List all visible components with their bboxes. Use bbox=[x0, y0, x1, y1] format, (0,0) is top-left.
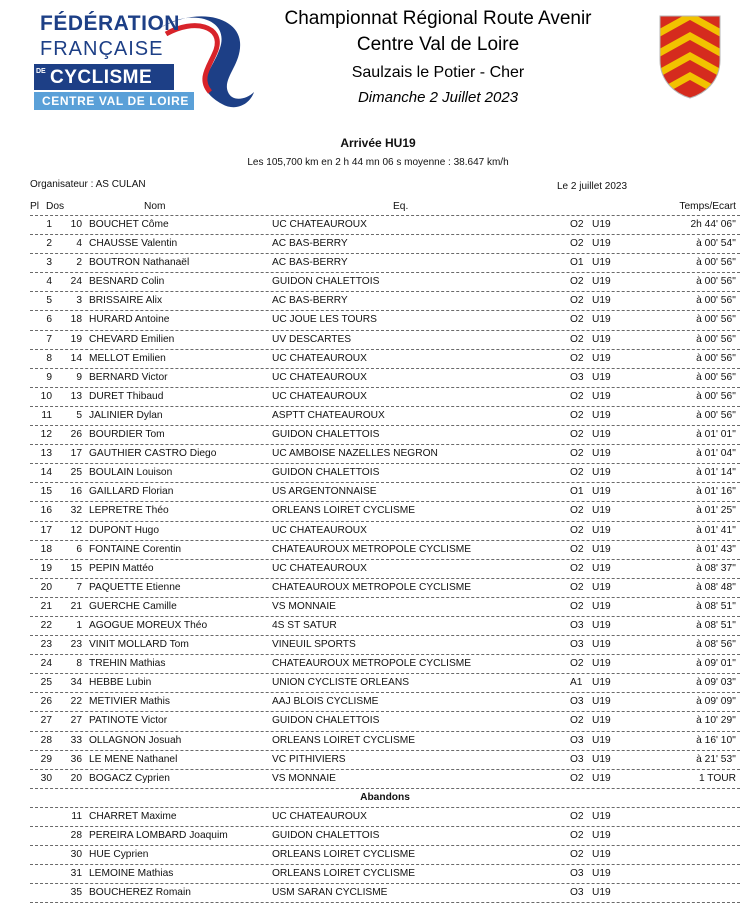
cell-age: U19 bbox=[592, 619, 611, 631]
cell-dos: 21 bbox=[70, 600, 82, 612]
cell-time: à 00' 56'' bbox=[696, 390, 736, 402]
cell-nom: BOGACZ Cyprien bbox=[89, 772, 170, 784]
results-table bbox=[30, 199, 740, 903]
cell-age: U19 bbox=[592, 429, 611, 441]
cell-cat: O2 bbox=[570, 543, 584, 555]
cell-eq: ASPTT CHATEAUROUX bbox=[272, 409, 385, 421]
cell-eq: UC CHATEAUROUX bbox=[272, 562, 367, 574]
cell-cat: O2 bbox=[570, 352, 584, 364]
cell-time: à 00' 56'' bbox=[696, 257, 736, 269]
cell-dos: 25 bbox=[70, 467, 82, 479]
cell-nom: BOUTRON Nathanaël bbox=[89, 257, 190, 269]
cell-time: à 09' 09'' bbox=[696, 696, 736, 708]
cell-age: U19 bbox=[592, 467, 611, 479]
cell-eq: US ARGENTONNAISE bbox=[272, 486, 377, 498]
cell-nom: VINIT MOLLARD Tom bbox=[89, 639, 189, 651]
cell-cat: O2 bbox=[570, 658, 584, 670]
cell-eq: UC CHATEAUROUX bbox=[272, 219, 367, 230]
cell-cat: O2 bbox=[570, 600, 584, 612]
cell-dos: 6 bbox=[76, 543, 82, 555]
cell-dos: 23 bbox=[70, 639, 82, 651]
table-row bbox=[30, 655, 740, 674]
cell-cat: O3 bbox=[570, 868, 584, 880]
table-row bbox=[30, 445, 740, 464]
cell-dos: 14 bbox=[70, 352, 82, 364]
cell-eq: VS MONNAIE bbox=[272, 772, 336, 784]
cell-pl: 2 bbox=[46, 238, 52, 250]
cell-age: U19 bbox=[592, 409, 611, 421]
cell-age: U19 bbox=[592, 581, 611, 593]
table-row bbox=[30, 617, 740, 636]
table-row bbox=[30, 541, 740, 560]
cell-time: à 08' 51'' bbox=[696, 619, 736, 631]
cell-time: à 08' 37'' bbox=[696, 562, 736, 574]
cell-age: U19 bbox=[592, 314, 611, 326]
cell-nom: BOURDIER Tom bbox=[89, 429, 165, 441]
cell-age: U19 bbox=[592, 658, 611, 670]
cell-pl: 18 bbox=[40, 543, 52, 555]
event-location: Saulzais le Potier - Cher bbox=[351, 64, 525, 81]
cell-cat: O2 bbox=[570, 829, 584, 841]
cell-age: U19 bbox=[592, 276, 611, 288]
cell-pl: 14 bbox=[40, 467, 52, 479]
cell-dos: 30 bbox=[70, 849, 82, 860]
cell-age: U19 bbox=[592, 639, 611, 651]
cell-time: à 08' 48'' bbox=[696, 581, 736, 593]
cell-age: U19 bbox=[592, 371, 611, 383]
cell-dos: 26 bbox=[70, 429, 82, 441]
cell-cat: O2 bbox=[570, 810, 584, 822]
cell-dos: 20 bbox=[70, 772, 82, 784]
cell-time: à 10' 29'' bbox=[696, 715, 736, 727]
table-row bbox=[30, 426, 740, 445]
cell-age: U19 bbox=[592, 543, 611, 555]
cell-pl: 4 bbox=[46, 276, 52, 288]
cell-pl: 23 bbox=[40, 639, 52, 651]
cell-eq: ORLEANS LOIRET CYCLISME bbox=[272, 734, 416, 746]
cell-pl: 25 bbox=[40, 677, 52, 689]
event-date: Dimanche 2 Juillet 2023 bbox=[357, 89, 519, 106]
cell-nom: HUE Cyprien bbox=[89, 849, 149, 860]
cell-dos: 31 bbox=[70, 868, 82, 880]
cell-dos: 32 bbox=[70, 505, 82, 517]
cell-time: à 09' 03'' bbox=[696, 677, 736, 689]
cell-pl: 30 bbox=[40, 772, 52, 784]
cell-time: à 21' 53'' bbox=[696, 753, 736, 765]
cell-dos: 19 bbox=[70, 333, 82, 345]
cell-cat: O2 bbox=[570, 715, 584, 727]
cell-time: à 01' 04'' bbox=[696, 448, 736, 460]
cell-eq: UC CHATEAUROUX bbox=[272, 352, 367, 364]
cell-nom: HEBBE Lubin bbox=[89, 677, 152, 689]
cell-age: U19 bbox=[592, 715, 611, 727]
cell-cat: O2 bbox=[570, 390, 584, 402]
table-row bbox=[30, 216, 740, 235]
cell-cat: O3 bbox=[570, 371, 584, 383]
cell-pl: 20 bbox=[40, 581, 52, 593]
cell-dos: 8 bbox=[76, 658, 82, 670]
cell-nom: AGOGUE MOREUX Théo bbox=[89, 619, 208, 631]
cell-time: à 00' 56'' bbox=[696, 276, 736, 288]
cell-age: U19 bbox=[592, 219, 611, 230]
cell-cat: O2 bbox=[570, 524, 584, 536]
logo-line-federation: FÉDÉRATION bbox=[40, 12, 180, 35]
cell-eq: CHATEAUROUX METROPOLE CYCLISME bbox=[272, 658, 472, 670]
cell-cat: O2 bbox=[570, 333, 584, 345]
cell-time: à 01' 16'' bbox=[696, 486, 736, 498]
race-summary: Les 105,700 km en 2 h 44 mn 06 s moyenne : 38.647 km/h bbox=[247, 157, 509, 168]
table-row bbox=[30, 808, 740, 827]
cell-dos: 4 bbox=[76, 238, 82, 250]
table-row bbox=[30, 350, 740, 369]
cell-eq: ORLEANS LOIRET CYCLISME bbox=[272, 849, 416, 860]
cell-age: U19 bbox=[592, 562, 611, 574]
table-row bbox=[30, 579, 740, 598]
cell-cat: O2 bbox=[570, 314, 584, 326]
cell-age: U19 bbox=[592, 753, 611, 765]
table-row bbox=[30, 292, 740, 311]
cell-dos: 28 bbox=[70, 829, 82, 841]
cell-eq: UC CHATEAUROUX bbox=[272, 371, 367, 383]
cell-age: U19 bbox=[592, 734, 611, 746]
ffc-logo bbox=[30, 8, 256, 112]
cell-cat: O2 bbox=[570, 219, 584, 230]
cell-eq: UNION CYCLISTE ORLEANS bbox=[272, 677, 409, 689]
cell-nom: PEREIRA LOMBARD Joaquim bbox=[89, 829, 228, 841]
table-row bbox=[30, 522, 740, 541]
cell-age: U19 bbox=[592, 333, 611, 345]
cell-eq: AAJ BLOIS CYCLISME bbox=[272, 696, 379, 708]
cell-eq: GUIDON CHALETTOIS bbox=[272, 715, 380, 727]
cell-age: U19 bbox=[592, 352, 611, 364]
cell-dos: 13 bbox=[70, 390, 82, 402]
table-row bbox=[30, 674, 740, 693]
table-row bbox=[30, 560, 740, 579]
cell-cat: O2 bbox=[570, 562, 584, 574]
cell-pl: 26 bbox=[40, 696, 52, 708]
table-row bbox=[30, 273, 740, 292]
cell-cat: O2 bbox=[570, 772, 584, 784]
cell-cat: O1 bbox=[570, 257, 584, 269]
cell-age: U19 bbox=[592, 505, 611, 517]
logo-line-cyclisme: CYCLISME bbox=[50, 67, 153, 88]
cell-time: à 00' 56'' bbox=[696, 409, 736, 421]
table-row bbox=[30, 884, 740, 903]
cell-cat: O3 bbox=[570, 734, 584, 746]
abandons-heading: Abandons bbox=[30, 789, 740, 808]
cell-nom: DURET Thibaud bbox=[89, 390, 164, 402]
cell-dos: 33 bbox=[70, 734, 82, 746]
cell-age: U19 bbox=[592, 448, 611, 460]
cell-age: U19 bbox=[592, 238, 611, 250]
cell-time: à 00' 56'' bbox=[696, 333, 736, 345]
cell-eq: CHATEAUROUX METROPOLE CYCLISME bbox=[272, 581, 472, 593]
cell-cat: O1 bbox=[570, 486, 584, 498]
table-row bbox=[30, 827, 740, 846]
header-eq: Eq. bbox=[393, 201, 409, 212]
cell-pl: 28 bbox=[40, 734, 52, 746]
cell-eq: UC CHATEAUROUX bbox=[272, 810, 367, 822]
cell-cat: O2 bbox=[570, 505, 584, 517]
cell-pl: 12 bbox=[40, 429, 52, 441]
header-time: Temps/Ecart bbox=[679, 201, 736, 212]
coat-of-arms-icon bbox=[658, 14, 722, 100]
cell-pl: 8 bbox=[46, 352, 52, 364]
cell-nom: JALINIER Dylan bbox=[89, 409, 163, 421]
table-row bbox=[30, 311, 740, 330]
cell-cat: O3 bbox=[570, 696, 584, 708]
cell-eq: AC BAS-BERRY bbox=[272, 295, 348, 307]
cell-nom: DUPONT Hugo bbox=[89, 524, 160, 536]
cell-pl: 15 bbox=[40, 486, 52, 498]
cell-dos: 34 bbox=[70, 677, 82, 689]
cell-nom: OLLAGNON Josuah bbox=[89, 734, 182, 746]
cell-nom: CHARRET Maxime bbox=[89, 810, 177, 822]
table-row bbox=[30, 712, 740, 731]
table-row bbox=[30, 464, 740, 483]
cell-time: à 00' 56'' bbox=[696, 371, 736, 383]
cell-time: 1 TOUR bbox=[699, 772, 736, 784]
cell-age: U19 bbox=[592, 486, 611, 498]
event-region: Centre Val de Loire bbox=[356, 34, 520, 55]
cell-pl: 17 bbox=[40, 524, 52, 536]
cell-time: à 00' 54'' bbox=[696, 238, 736, 250]
cell-nom: BESNARD Colin bbox=[89, 276, 165, 288]
cell-nom: TREHIN Mathias bbox=[89, 658, 166, 670]
cell-age: U19 bbox=[592, 295, 611, 307]
cell-nom: PEPIN Mattéo bbox=[89, 562, 154, 574]
abandon-rows bbox=[30, 808, 740, 903]
table-row bbox=[30, 502, 740, 521]
cell-pl: 13 bbox=[40, 448, 52, 460]
cell-eq: GUIDON CHALETTOIS bbox=[272, 829, 380, 841]
race-category: Arrivée HU19 bbox=[340, 136, 416, 150]
cell-nom: CHEVARD Emilien bbox=[89, 333, 175, 345]
cell-cat: O2 bbox=[570, 429, 584, 441]
cell-pl: 29 bbox=[40, 753, 52, 765]
cell-nom: GAILLARD Florian bbox=[89, 486, 174, 498]
cell-nom: BERNARD Victor bbox=[89, 371, 168, 383]
cell-pl: 16 bbox=[40, 505, 52, 517]
cell-cat: O2 bbox=[570, 448, 584, 460]
table-row bbox=[30, 732, 740, 751]
cell-pl: 22 bbox=[40, 619, 52, 631]
header-dos: Dos bbox=[46, 201, 65, 212]
cell-dos: 17 bbox=[70, 448, 82, 460]
cell-nom: CHAUSSE Valentin bbox=[89, 238, 178, 250]
cell-eq: ORLEANS LOIRET CYCLISME bbox=[272, 868, 416, 880]
cell-nom: BOUCHEREZ Romain bbox=[89, 887, 191, 899]
cell-nom: PATINOTE Victor bbox=[89, 715, 168, 727]
cell-age: U19 bbox=[592, 600, 611, 612]
cell-cat: O2 bbox=[570, 409, 584, 421]
cell-pl: 11 bbox=[41, 409, 52, 421]
cell-nom: BOULAIN Louison bbox=[89, 467, 173, 479]
cell-eq: CHATEAUROUX METROPOLE CYCLISME bbox=[272, 543, 472, 555]
cell-time: à 01' 14'' bbox=[696, 467, 736, 479]
cell-nom: HURARD Antoine bbox=[89, 314, 170, 326]
cell-dos: 24 bbox=[70, 276, 82, 288]
logo-line-region: CENTRE VAL DE LOIRE bbox=[42, 94, 189, 108]
cell-dos: 12 bbox=[70, 524, 82, 536]
cell-nom: BRISSAIRE Alix bbox=[89, 295, 163, 307]
event-title: Championnat Régional Route Avenir bbox=[284, 8, 592, 29]
cell-eq: UV DESCARTES bbox=[272, 333, 352, 345]
cell-pl: 10 bbox=[40, 390, 52, 402]
cell-time: à 01' 43'' bbox=[696, 543, 736, 555]
cell-dos: 3 bbox=[76, 295, 82, 307]
cell-pl: 7 bbox=[46, 333, 52, 345]
cell-cat: O3 bbox=[570, 887, 584, 899]
cell-time: à 16' 10'' bbox=[696, 734, 736, 746]
cell-pl: 21 bbox=[40, 600, 52, 612]
cell-eq: UC CHATEAUROUX bbox=[272, 524, 367, 536]
cell-dos: 2 bbox=[76, 257, 82, 269]
cell-time: à 00' 56'' bbox=[696, 314, 736, 326]
document-date: Le 2 juillet 2023 bbox=[557, 181, 628, 192]
cell-dos: 11 bbox=[71, 810, 82, 822]
cell-time: à 09' 01'' bbox=[696, 658, 736, 670]
table-row bbox=[30, 235, 740, 254]
cell-eq: GUIDON CHALETTOIS bbox=[272, 467, 380, 479]
logo-line-francaise: FRANÇAISE bbox=[40, 38, 164, 60]
table-row bbox=[30, 770, 740, 789]
table-row bbox=[30, 598, 740, 617]
table-row bbox=[30, 407, 740, 426]
cell-eq: UC AMBOISE NAZELLES NEGRON bbox=[272, 448, 438, 460]
cell-dos: 36 bbox=[70, 753, 82, 765]
cell-eq: ORLEANS LOIRET CYCLISME bbox=[272, 505, 416, 517]
organiser: Organisateur : AS CULAN bbox=[30, 179, 146, 190]
cell-age: U19 bbox=[592, 696, 611, 708]
result-rows bbox=[30, 216, 740, 789]
cell-dos: 16 bbox=[70, 486, 82, 498]
cell-eq: UC JOUE LES TOURS bbox=[272, 314, 377, 326]
cell-eq: 4S ST SATUR bbox=[272, 619, 337, 631]
table-header bbox=[30, 199, 740, 216]
cell-nom: GAUTHIER CASTRO Diego bbox=[89, 448, 217, 460]
cell-dos: 18 bbox=[70, 314, 82, 326]
table-row bbox=[30, 846, 740, 865]
cell-eq: VC PITHIVIERS bbox=[272, 753, 346, 765]
cell-time: à 00' 56'' bbox=[696, 295, 736, 307]
cell-dos: 7 bbox=[76, 581, 82, 593]
cell-age: U19 bbox=[592, 772, 611, 784]
cell-pl: 6 bbox=[46, 314, 52, 326]
cell-pl: 19 bbox=[40, 562, 52, 574]
cell-cat: O2 bbox=[570, 581, 584, 593]
cell-time: à 01' 25'' bbox=[696, 505, 736, 517]
table-row bbox=[30, 751, 740, 770]
logo-de: DE bbox=[36, 68, 46, 75]
cell-nom: GUERCHE Camille bbox=[89, 600, 177, 612]
cell-pl: 5 bbox=[46, 295, 52, 307]
cell-age: U19 bbox=[592, 829, 611, 841]
cell-eq: USM SARAN CYCLISME bbox=[272, 887, 388, 899]
cell-eq: UC CHATEAUROUX bbox=[272, 390, 367, 402]
cell-eq: VS MONNAIE bbox=[272, 600, 336, 612]
cell-age: U19 bbox=[592, 810, 611, 822]
cell-eq: AC BAS-BERRY bbox=[272, 257, 348, 269]
table-row bbox=[30, 254, 740, 273]
cell-dos: 9 bbox=[76, 371, 82, 383]
cell-pl: 3 bbox=[46, 257, 52, 269]
cell-cat: O2 bbox=[570, 467, 584, 479]
cell-dos: 1 bbox=[76, 619, 82, 631]
cell-cat: O2 bbox=[570, 238, 584, 250]
cell-cat: O3 bbox=[570, 619, 584, 631]
cell-nom: LEPRETRE Théo bbox=[89, 505, 169, 517]
header-nom: Nom bbox=[144, 201, 166, 212]
cell-nom: PAQUETTE Etienne bbox=[89, 581, 181, 593]
table-row bbox=[30, 636, 740, 655]
cell-nom: BOUCHET Côme bbox=[89, 219, 169, 230]
cell-nom: METIVIER Mathis bbox=[89, 696, 170, 708]
cell-pl: 1 bbox=[46, 219, 52, 230]
cell-cat: O2 bbox=[570, 295, 584, 307]
cell-age: U19 bbox=[592, 677, 611, 689]
cell-age: U19 bbox=[592, 257, 611, 269]
cell-cat: O2 bbox=[570, 849, 584, 860]
cell-age: U19 bbox=[592, 524, 611, 536]
cell-eq: GUIDON CHALETTOIS bbox=[272, 429, 380, 441]
table-row bbox=[30, 388, 740, 407]
cell-time: à 01' 01'' bbox=[696, 429, 736, 441]
cell-eq: VINEUIL SPORTS bbox=[272, 639, 356, 651]
cell-cat: O2 bbox=[570, 276, 584, 288]
table-row bbox=[30, 483, 740, 502]
cell-cat: O3 bbox=[570, 753, 584, 765]
cell-dos: 15 bbox=[70, 562, 82, 574]
cell-age: U19 bbox=[592, 887, 611, 899]
cell-age: U19 bbox=[592, 390, 611, 402]
cell-pl: 27 bbox=[40, 715, 52, 727]
cell-dos: 27 bbox=[70, 715, 82, 727]
header-pl: Pl bbox=[30, 201, 40, 212]
table-row bbox=[30, 693, 740, 712]
cell-eq: AC BAS-BERRY bbox=[272, 238, 348, 250]
cell-nom: MELLOT Emilien bbox=[89, 352, 166, 364]
cell-dos: 10 bbox=[70, 219, 82, 230]
cell-pl: 9 bbox=[46, 371, 52, 383]
cell-cat: A1 bbox=[570, 677, 583, 689]
cell-pl: 24 bbox=[40, 658, 52, 670]
cell-age: U19 bbox=[592, 849, 611, 860]
cell-dos: 5 bbox=[76, 409, 82, 421]
cell-nom: LE MENE Nathanel bbox=[89, 753, 178, 765]
cell-cat: O3 bbox=[570, 639, 584, 651]
cell-nom: LEMOINE Mathias bbox=[89, 868, 174, 880]
cell-time: 2h 44' 06'' bbox=[690, 219, 736, 230]
cell-age: U19 bbox=[592, 868, 611, 880]
cell-dos: 22 bbox=[70, 696, 82, 708]
cell-eq: GUIDON CHALETTOIS bbox=[272, 276, 380, 288]
cell-time: à 01' 41'' bbox=[696, 524, 736, 536]
cell-time: à 00' 56'' bbox=[696, 352, 736, 364]
table-row bbox=[30, 369, 740, 388]
table-row bbox=[30, 865, 740, 884]
table-row bbox=[30, 331, 740, 350]
cell-dos: 35 bbox=[70, 887, 82, 899]
cell-time: à 08' 56'' bbox=[696, 639, 736, 651]
cell-time: à 08' 51'' bbox=[696, 600, 736, 612]
cell-nom: FONTAINE Corentin bbox=[89, 543, 182, 555]
